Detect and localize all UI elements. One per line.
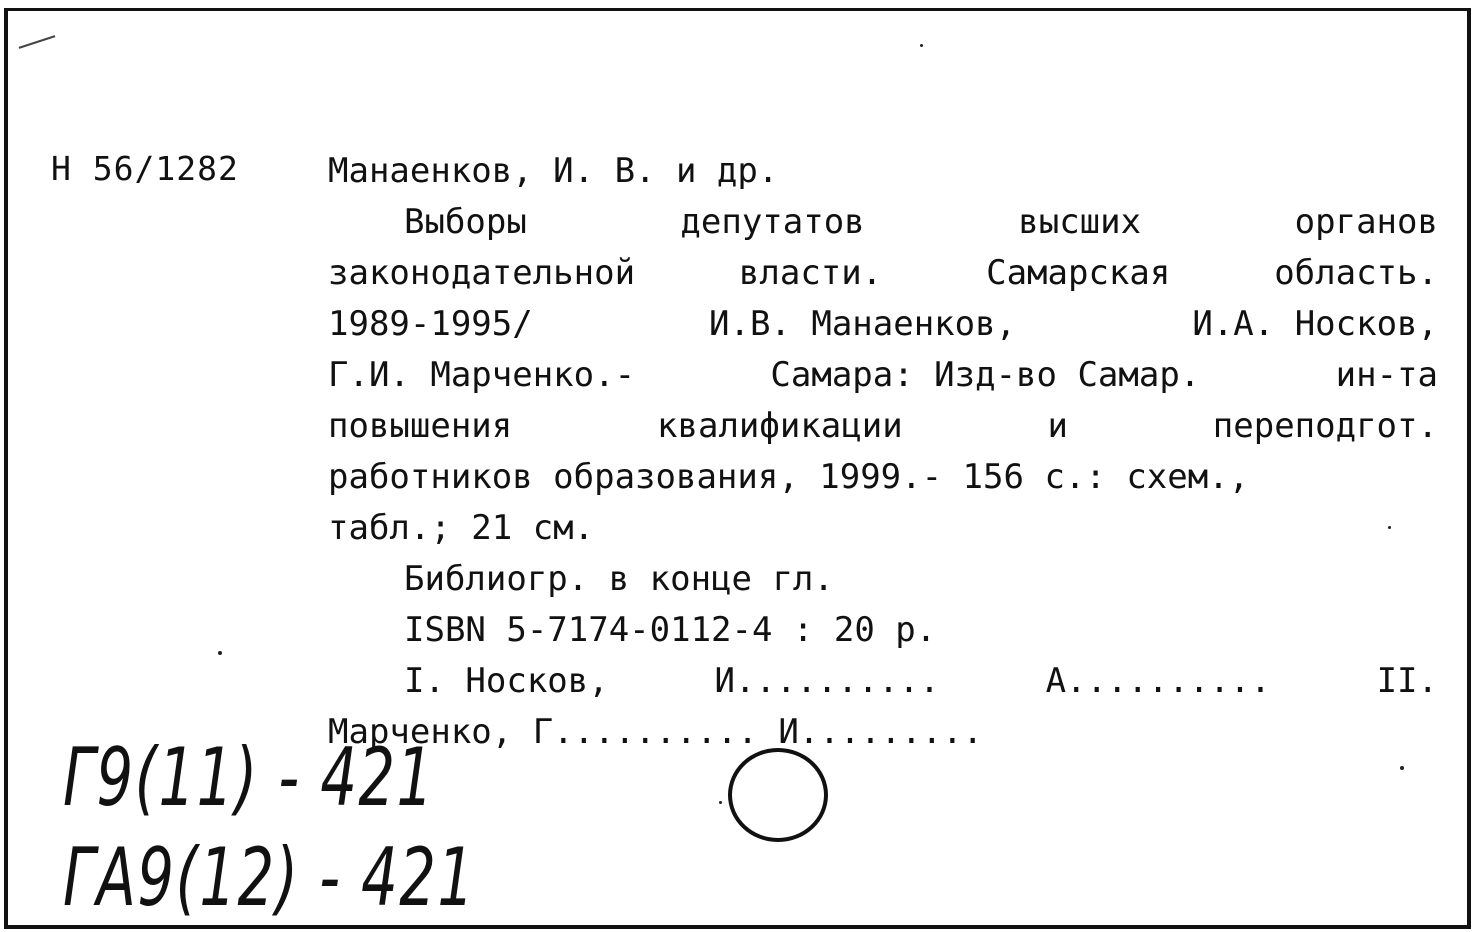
- title-word: законодательной: [328, 253, 636, 293]
- bibliographic-description: [328, 146, 1438, 758]
- title-word: власти.: [738, 253, 883, 293]
- title-word: ин-та: [1335, 355, 1438, 395]
- title-word: квалификации: [657, 406, 903, 446]
- title-line-7: табл.; 21 см.: [328, 508, 595, 548]
- tracing-part: II.: [1376, 661, 1438, 701]
- title-word: область.: [1274, 253, 1438, 293]
- isbn-line: ISBN 5-7174-0112-4 : 20 р.: [404, 610, 937, 650]
- title-line-5: [328, 401, 1438, 452]
- title-line-2: [328, 248, 1438, 299]
- title-line-3: [328, 299, 1438, 350]
- title-line-4: [328, 350, 1438, 401]
- title-word: И.А. Носков,: [1192, 304, 1438, 344]
- author-heading: Манаенков, И. В. и др.: [328, 151, 779, 191]
- handwritten-classification-2: ГА9(12) - 421: [63, 831, 476, 924]
- catalog-card: [4, 8, 1471, 929]
- title-word: депутатов: [680, 202, 865, 242]
- tracing-part: И..........: [714, 661, 940, 701]
- speck-mark: [218, 651, 222, 655]
- tracing-line-1: [328, 656, 1438, 707]
- tracing-part: I. Носков,: [404, 661, 609, 701]
- pen-stroke-mark: [19, 35, 56, 49]
- title-word: высших: [1018, 202, 1142, 242]
- tracing-line-2: Марченко, Г.......... И.........: [328, 712, 984, 752]
- card-punch-hole: [728, 748, 828, 842]
- title-word: И.В. Манаенков,: [709, 304, 1017, 344]
- speck-mark: [1400, 766, 1404, 770]
- handwritten-classification-1: Г9(11) - 421: [63, 731, 435, 824]
- call-number: Н 56/1282: [51, 149, 239, 188]
- title-word: 1989-1995/: [328, 304, 533, 344]
- title-word: повышения: [328, 406, 513, 446]
- title-line-6: работников образования, 1999.- 156 с.: схем.,: [328, 457, 1250, 497]
- title-word: переподгот.: [1212, 406, 1438, 446]
- title-word: органов: [1294, 202, 1438, 242]
- title-word: Самара: Изд-во Самар.: [770, 355, 1201, 395]
- title-word: и: [1047, 406, 1068, 446]
- speck-mark: [920, 44, 923, 47]
- title-word: Г.И. Марченко.-: [328, 355, 636, 395]
- title-line-1: [328, 197, 1438, 248]
- title-word: Выборы: [404, 202, 527, 242]
- tracing-part: А..........: [1045, 661, 1271, 701]
- bibliography-note: Библиогр. в конце гл.: [404, 559, 834, 599]
- speck-mark: [719, 801, 722, 804]
- title-word: Самарская: [986, 253, 1171, 293]
